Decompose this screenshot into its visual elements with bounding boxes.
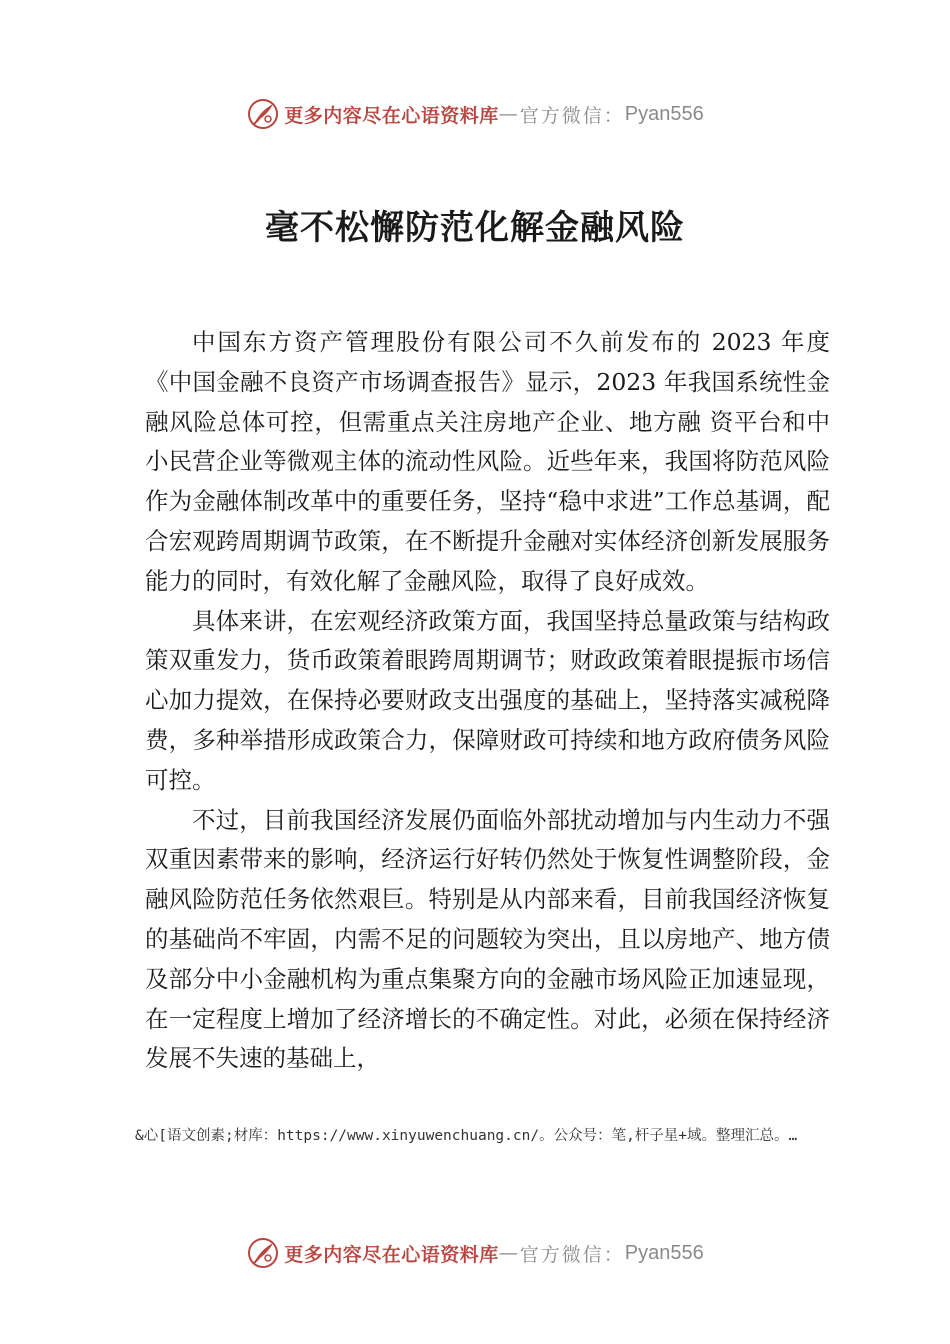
source-footnote: &心[语文创素;材库：https://www.xinyuwenchuang.cn/。公众号：笔,杆子星+域。整理汇总。… <box>135 1128 798 1144</box>
page-title: 毫不松懈防范化解金融风险 <box>265 208 685 248</box>
quill-pen-logo-icon <box>246 97 280 131</box>
site-name: 更多内容尽在心语资料库 <box>284 104 499 127</box>
wechat-label: 官方微信： <box>519 1243 625 1266</box>
paragraph: 具体来讲，在宏观经济政策方面，我国坚持总量政策与结构政策双重发力，货币政策着眼跨周期调节；财政政策着眼提振市场信心加力提效，在保持必要财政支出强度的基础上，坚持落实减税降费，多种举措形成政策合力，保障财政可持续和地方政府债务风险可控。 <box>145 606 830 794</box>
separator: — <box>498 103 520 125</box>
quill-pen-logo-icon <box>246 1236 280 1270</box>
wechat-id: Pyan556 <box>624 102 704 125</box>
wechat-label: 官方微信： <box>519 104 625 127</box>
article-body <box>145 323 830 1079</box>
separator: — <box>498 1242 520 1264</box>
footer-banner <box>0 1233 950 1273</box>
paragraph: 中国东方资产管理股份有限公司不久前发布的 2023 年度《中国金融不良资产市场调查报告》显示，2023 年我国系统性金融风险总体可控，但需重点关注房地产企业、地方融 资平台和中小民营企业等微观主体的流动性风险。近些年来，我国将防范风险作为金融体制改革中的重要任务，坚持“稳中求进”工作总基调，配合宏观跨周期调节政策，在不断提升金融对实体经济创新发展服务能力的同时，有效化解了金融风险，取得了良好成效。 <box>145 328 830 595</box>
header-banner <box>0 94 950 134</box>
wechat-id: Pyan556 <box>624 1241 704 1264</box>
site-name: 更多内容尽在心语资料库 <box>284 1243 499 1266</box>
paragraph: 不过，目前我国经济发展仍面临外部扰动增加与内生动力不强双重因素带来的影响，经济运行好转仍然处于恢复性调整阶段，金融风险防范任务依然艰巨。特别是从内部来看，目前我国经济恢复的基础尚不牢固，内需不足的问题较为突出，且以房地产、地方债及部分中小金融机构为重点集聚方向的金融市场风险正加速显现，在一定程度上增加了经济增长的不确定性。对此，必须在保持经济发展不失速的基础上， <box>145 805 830 1073</box>
